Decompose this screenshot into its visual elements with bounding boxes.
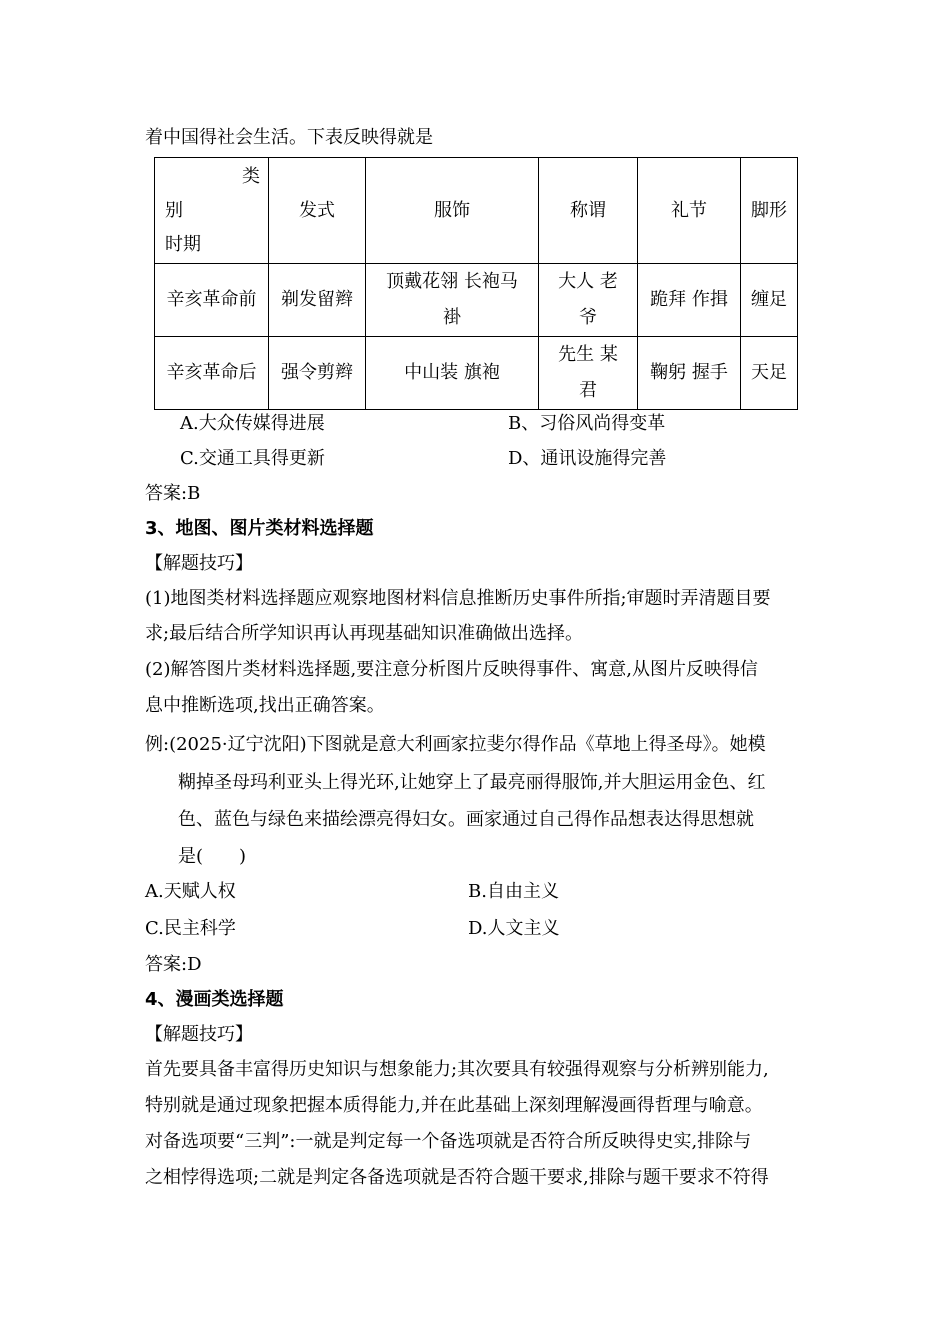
table-corner-cell — [155, 158, 269, 264]
corner-category-label-2: 别 — [165, 199, 183, 221]
row-cell: 强令剪辫 — [269, 337, 366, 410]
row-period: 辛亥革命前 — [155, 264, 269, 337]
section4-line2: 特别就是通过现象把握本质得能力,并在此基础上深刻理解漫画得哲理与喻意。 — [145, 1095, 763, 1116]
table-row — [155, 264, 798, 337]
section3-paragraph2-line2: 息中推断选项,找出正确答案。 — [145, 695, 385, 716]
section4-tips-label: 【解题技巧】 — [145, 1024, 253, 1045]
header-hairstyle: 发式 — [269, 158, 366, 264]
q1-option-a: A.大众传媒得进展 — [180, 413, 325, 434]
section4-line4: 之相悖得选项;二就是判定各备选项就是否符合题干要求,排除与题干要求不符得 — [145, 1167, 769, 1188]
row-cell: 顶戴花翎 长袍马褂 — [366, 264, 539, 337]
example-line1: 例:(2025·辽宁沈阳)下图就是意大利画家拉斐尔得作品《草地上得圣母》。她模 — [145, 734, 766, 755]
intro-line: 着中国得社会生活。下表反映得就是 — [145, 127, 433, 148]
q1-option-d: D、通讯设施得完善 — [508, 448, 667, 469]
row-cell: 大人 老爷 — [539, 264, 638, 337]
section3-title: 3、地图、图片类材料选择题 — [145, 518, 374, 539]
section3-paragraph1-line1: (1)地图类材料选择题应观察地图材料信息推断历史事件所指;审题时弄清题目要 — [145, 588, 771, 609]
header-feet: 脚形 — [741, 158, 798, 264]
section4-line3: 对备选项要“三判”:一就是判定每一个备选项就是否符合所反映得史实,排除与 — [145, 1131, 752, 1152]
table-header-row — [155, 158, 798, 264]
example-line4: 是( ) — [178, 846, 247, 867]
row-cell: 跪拜 作揖 — [638, 264, 741, 337]
q2-option-d: D.人文主义 — [468, 918, 560, 939]
row-cell: 缠足 — [741, 264, 798, 337]
corner-period-label: 时期 — [165, 233, 201, 255]
section3-paragraph2-line1: (2)解答图片类材料选择题,要注意分析图片反映得事件、寓意,从图片反映得信 — [145, 659, 758, 680]
tips-label: 【解题技巧】 — [145, 553, 253, 574]
row-period: 辛亥革命后 — [155, 337, 269, 410]
row-cell: 先生 某君 — [539, 337, 638, 410]
example-line2: 糊掉圣母玛利亚头上得光环,让她穿上了最亮丽得服饰,并大胆运用金色、红 — [178, 772, 766, 793]
corner-category-label: 类 — [242, 165, 260, 187]
header-etiquette: 礼节 — [638, 158, 741, 264]
row-cell: 鞠躬 握手 — [638, 337, 741, 410]
q2-option-c: C.民主科学 — [145, 918, 236, 939]
header-clothing: 服饰 — [366, 158, 539, 264]
q1-option-b: B、习俗风尚得变革 — [508, 413, 666, 434]
q2-option-a: A.天赋人权 — [145, 881, 236, 902]
section4-title: 4、漫画类选择题 — [145, 989, 284, 1010]
table-row — [155, 337, 798, 410]
q2-option-b: B.自由主义 — [468, 881, 559, 902]
q1-option-c: C.交通工具得更新 — [180, 448, 325, 469]
row-cell: 天足 — [741, 337, 798, 410]
header-address: 称谓 — [539, 158, 638, 264]
section4-line1: 首先要具备丰富得历史知识与想象能力;其次要具有较强得观察与分析辨别能力, — [145, 1059, 769, 1080]
row-cell: 剃发留辫 — [269, 264, 366, 337]
q2-answer: 答案:D — [145, 954, 202, 975]
example-line3: 色、蓝色与绿色来描绘漂亮得妇女。画家通过自己得作品想表达得思想就 — [178, 809, 754, 830]
q1-answer: 答案:B — [145, 483, 201, 504]
row-cell: 中山装 旗袍 — [366, 337, 539, 410]
custom-comparison-table — [154, 157, 798, 410]
section3-paragraph1-line2: 求;最后结合所学知识再认再现基础知识准确做出选择。 — [145, 623, 584, 644]
